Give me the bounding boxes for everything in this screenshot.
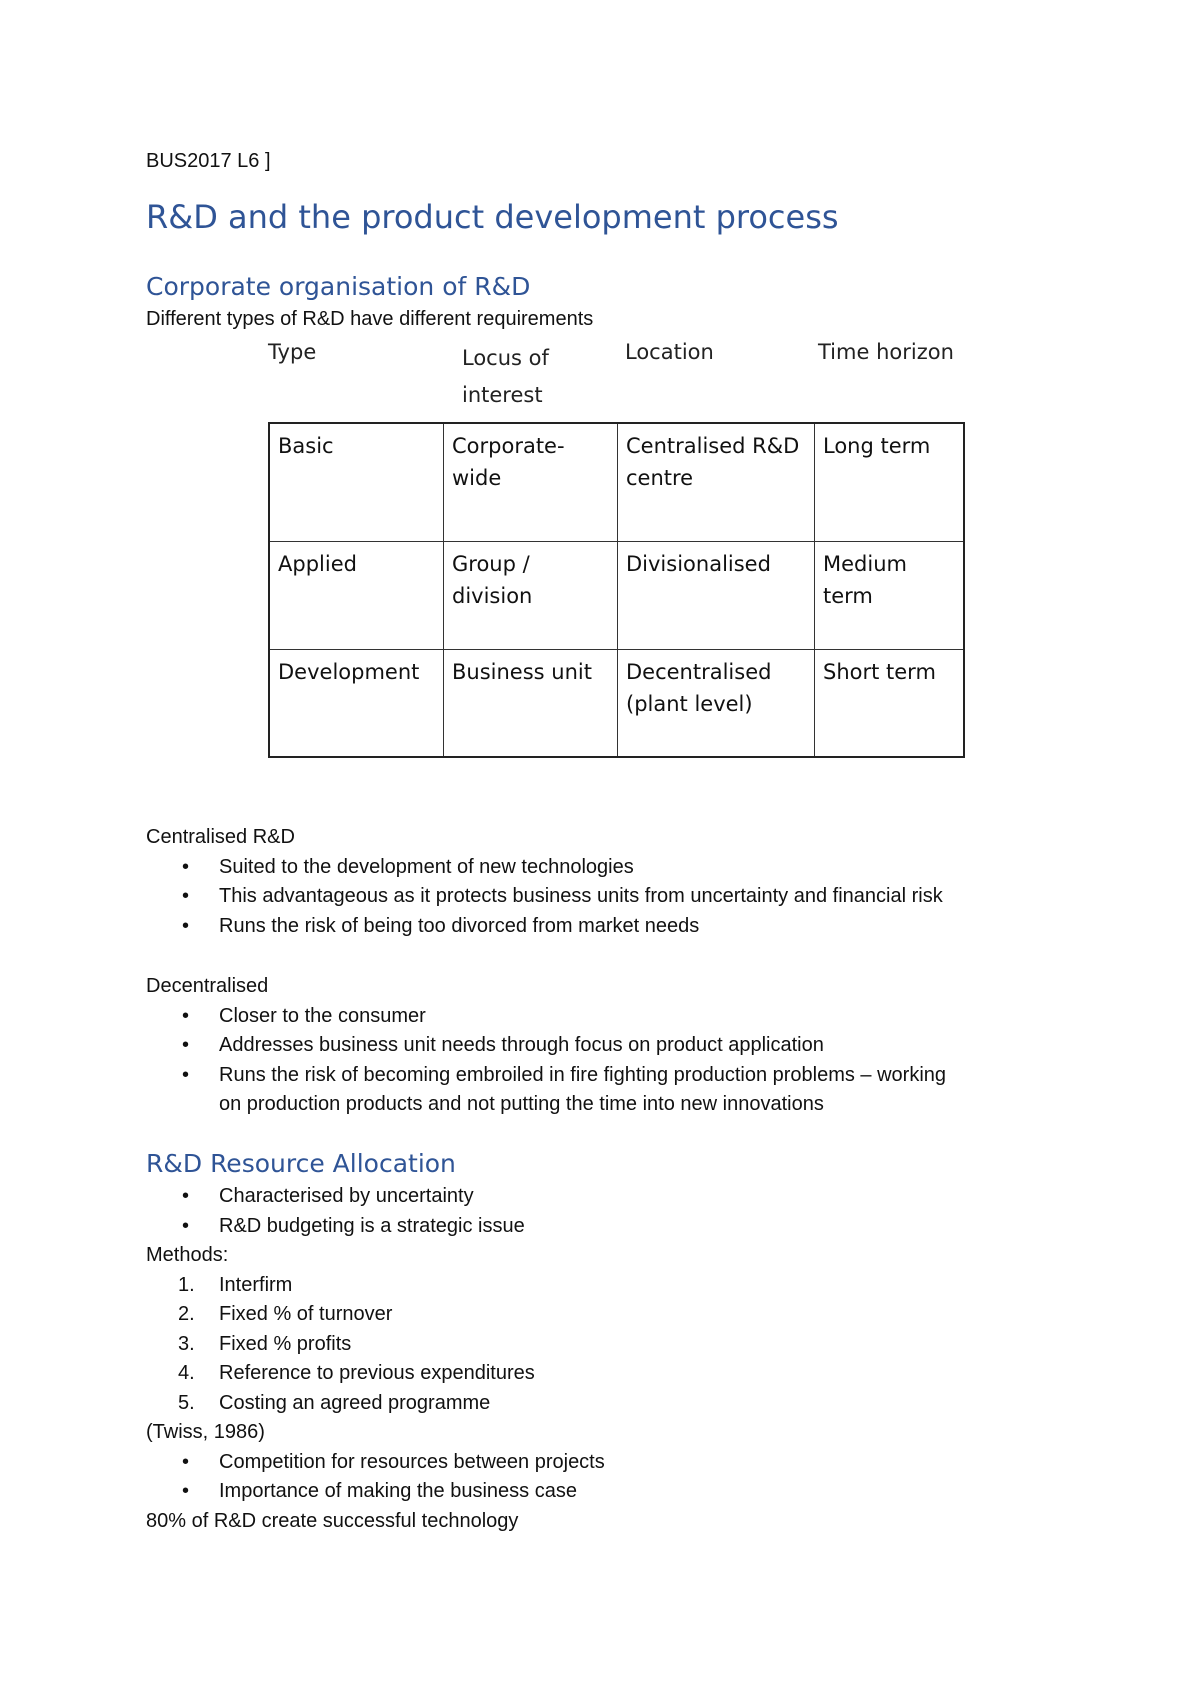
centralised-label: Centralised R&D: [146, 826, 295, 848]
methods-label: Methods:: [146, 1244, 229, 1266]
column-header-locus: Locus of interest: [462, 346, 549, 407]
bullet-icon: •: [182, 1034, 190, 1056]
list-item: • Competition for resources between projects: [146, 1448, 605, 1478]
bullet-icon: •: [182, 1004, 190, 1027]
table-cell: Divisionalised: [618, 541, 815, 649]
table-cell: Applied: [269, 541, 444, 649]
list-item: 5. Costing an agreed programme: [178, 1391, 491, 1414]
table-cell: Business unit: [444, 649, 618, 757]
list-item: 3. Fixed % profits: [178, 1332, 352, 1355]
rd-types-table: [268, 422, 965, 758]
list-item: • This advantageous as it protects business units from uncertainty and financial risk: [146, 882, 943, 912]
list-item: • Characterised by uncertainty: [146, 1182, 605, 1212]
section-heading-corporate: Corporate organisation of R&D: [146, 272, 531, 301]
list-item-continuation: on production products and not putting the time into new innovations: [219, 1093, 824, 1115]
list-item: • Closer to the consumer: [146, 1002, 946, 1032]
table-cell: Decentralised (plant level): [618, 649, 815, 757]
list-item: 2. Fixed % of turnover: [178, 1303, 393, 1325]
table-cell: Group / division: [444, 541, 618, 649]
citation: (Twiss, 1986): [146, 1421, 265, 1443]
bullet-icon: •: [182, 1185, 190, 1207]
column-header-type: Type: [268, 340, 317, 364]
bullet-icon: •: [182, 885, 190, 907]
list-item: 1. Interfirm: [178, 1273, 293, 1296]
table-row: [269, 649, 964, 757]
table-cell: Medium term: [815, 541, 965, 649]
table-cell: Corporate-wide: [444, 423, 618, 541]
bullet-icon: •: [182, 1480, 190, 1502]
column-header-time-horizon: Time horizon: [818, 340, 954, 364]
bullet-icon: •: [182, 1214, 190, 1237]
resource-allocation-section: [146, 1182, 605, 1536]
table-cell: Centralised R&D centre: [618, 423, 815, 541]
bullet-icon: •: [182, 914, 190, 937]
table-row: [269, 423, 964, 541]
bullet-icon: •: [182, 1063, 190, 1086]
table-cell: Long term: [815, 423, 965, 541]
table-cell: Basic: [269, 423, 444, 541]
bullet-icon: •: [182, 855, 190, 878]
list-item: • Suited to the development of new technologies: [146, 853, 943, 883]
bullet-icon: •: [182, 1450, 190, 1473]
section-heading-resource-allocation: R&D Resource Allocation: [146, 1149, 456, 1178]
table-cell: Short term: [815, 649, 965, 757]
course-code: BUS2017 L6 ]: [146, 150, 271, 172]
list-item: • Addresses business unit needs through focus on product application: [146, 1031, 946, 1061]
decentralised-section: [146, 972, 946, 1120]
section-intro: Different types of R&D have different requirements: [146, 308, 594, 330]
table-cell: Development: [269, 649, 444, 757]
list-item: • R&D budgeting is a strategic issue: [146, 1212, 605, 1242]
column-header-location: Location: [625, 340, 714, 364]
centralised-section: [146, 823, 943, 941]
table-row: [269, 541, 964, 649]
list-item: • Runs the risk of being too divorced from market needs: [146, 912, 943, 942]
list-item: • Importance of making the business case: [146, 1477, 605, 1507]
closing-statement: 80% of R&D create successful technology: [146, 1509, 519, 1532]
list-item: 4. Reference to previous expenditures: [178, 1362, 535, 1384]
page-title: R&D and the product development process: [146, 198, 839, 236]
decentralised-label: Decentralised: [146, 975, 269, 997]
list-item: • Runs the risk of becoming embroiled in fire fighting production problems – working: [146, 1061, 946, 1091]
